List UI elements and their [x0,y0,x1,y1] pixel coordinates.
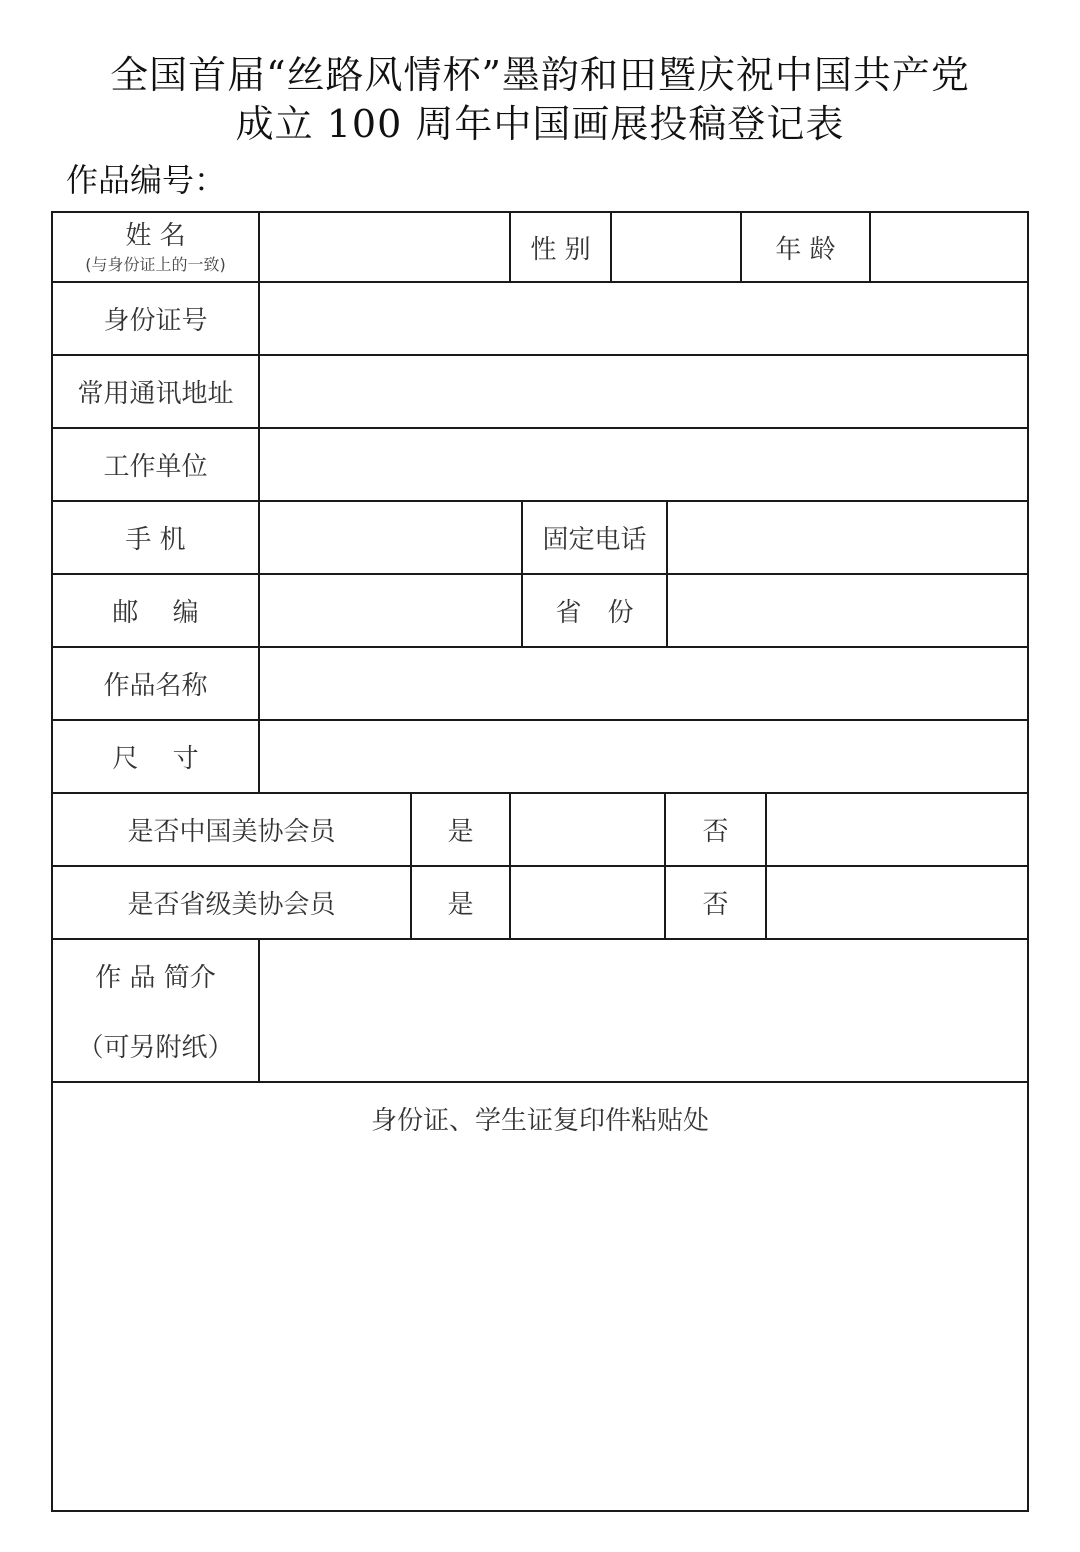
work-title-field[interactable] [260,648,1027,719]
national-member-no-field[interactable] [767,794,1027,865]
employer-label: 工作单位 [103,452,208,482]
intro-label-cell [53,940,258,1081]
id-number-field[interactable] [260,283,1027,354]
size-field[interactable] [260,721,1027,792]
national-member-label: 是否中国美协会员 [127,817,336,847]
address-label: 常用通讯地址 [77,379,234,409]
work-serial-label: 作品编号： [66,161,227,199]
intro-note: （可另附纸） [77,1033,234,1064]
province-label: 省 份 [555,598,634,628]
intro-label: 作 品 简介 [95,962,216,993]
national-member-yes-label: 是 [447,817,474,847]
age-label: 年 龄 [775,234,836,265]
intro-field[interactable] [260,940,1027,1081]
provincial-member-yes-label: 是 [447,890,474,920]
name-label: 姓 名 [125,220,186,251]
size-label: 尺 寸 [112,744,199,774]
id-number-label: 身份证号 [103,306,208,336]
provincial-member-yes-field[interactable] [511,867,664,938]
mobile-field[interactable] [260,502,521,573]
province-field[interactable] [668,575,1027,646]
work-title-label: 作品名称 [103,671,208,701]
employer-field[interactable] [260,429,1027,500]
provincial-member-no-label: 否 [702,890,729,920]
postcode-field[interactable] [260,575,521,646]
landline-label: 固定电话 [542,525,647,555]
gender-label: 性 别 [530,234,591,265]
id-copy-paste-area [53,1153,1027,1510]
name-note: (与身份证上的一致) [85,254,226,274]
national-member-no-label: 否 [702,817,729,847]
landline-field[interactable] [668,502,1027,573]
form-title-line-2: 成立 100 周年中国画展投稿登记表 [235,102,845,146]
name-field[interactable] [260,213,509,281]
mobile-label: 手 机 [125,525,186,555]
provincial-member-no-field[interactable] [767,867,1027,938]
address-field[interactable] [260,356,1027,427]
provincial-member-label: 是否省级美协会员 [127,890,336,920]
paste-area-label: 身份证、学生证复印件粘贴处 [370,1105,709,1136]
name-label-cell [53,213,258,281]
national-member-yes-field[interactable] [511,794,664,865]
gender-field[interactable] [612,213,740,281]
form-title-line-1: 全国首届“丝路风情杯”墨韵和田暨庆祝中国共产党 [110,53,970,97]
postcode-label: 邮 编 [112,598,199,628]
age-field[interactable] [871,213,1027,281]
